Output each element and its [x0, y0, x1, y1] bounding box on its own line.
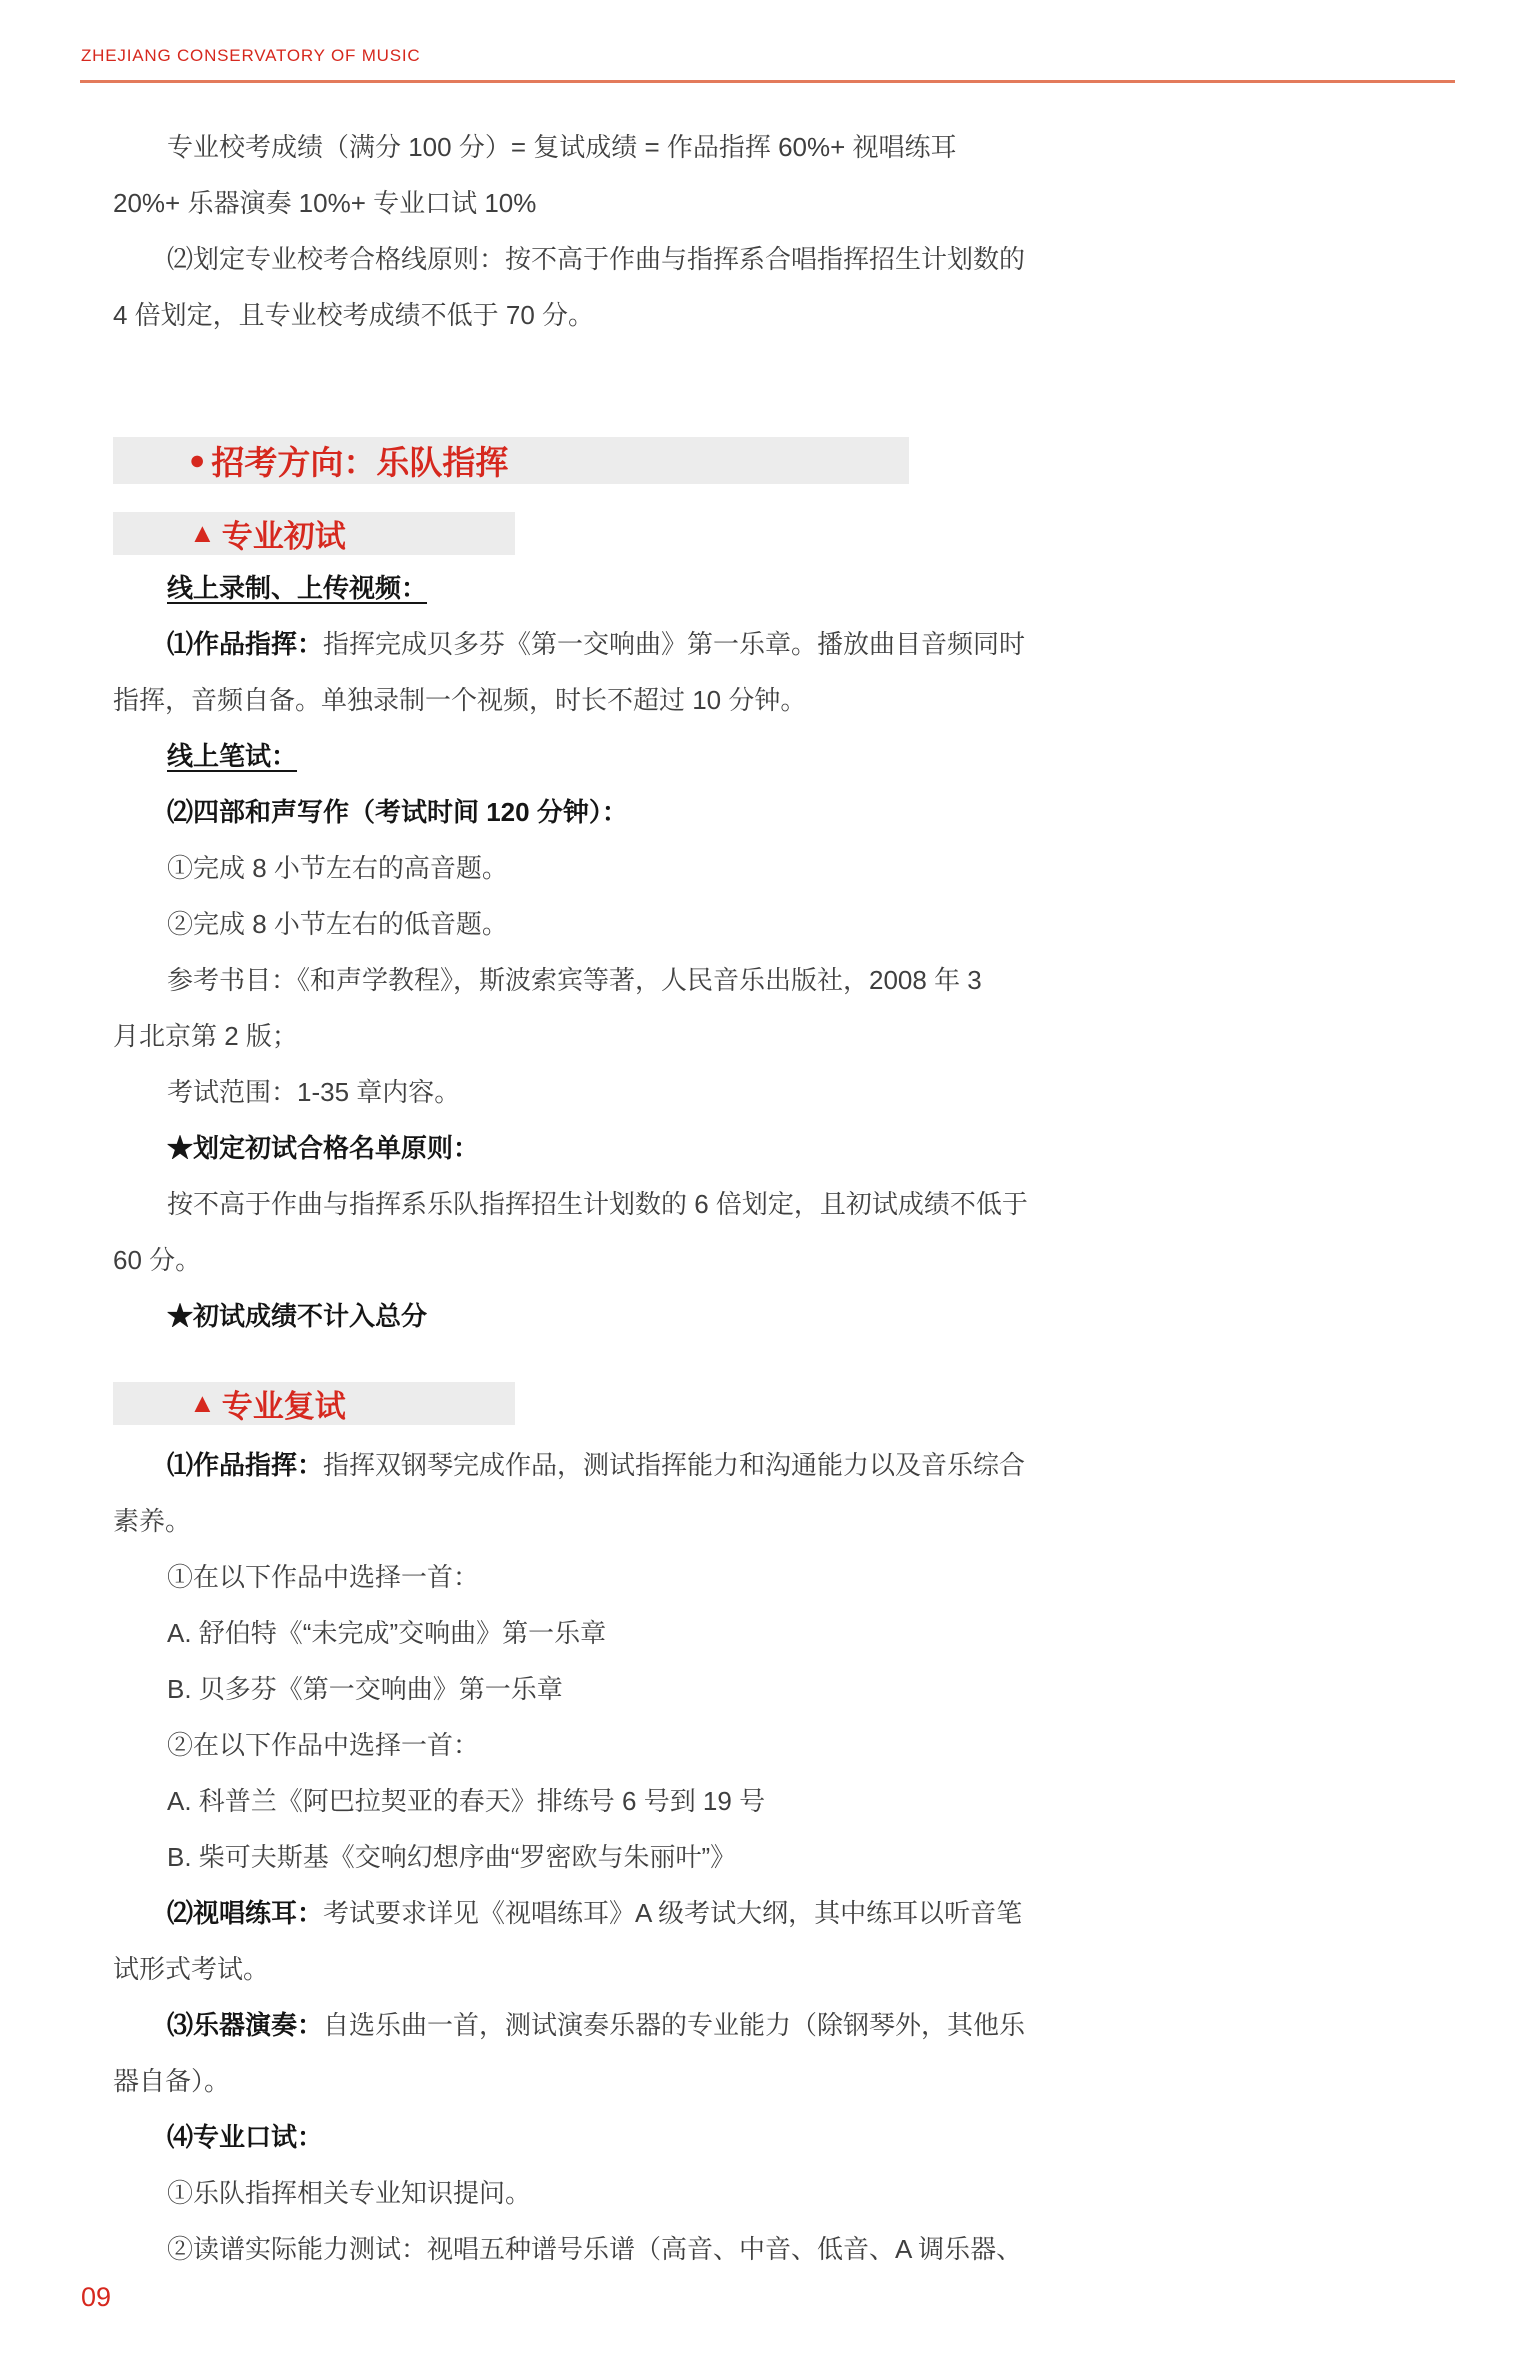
preliminary-paragraphs: [113, 560, 1428, 1344]
text-line: [113, 1064, 1428, 1120]
run-text: 按不高于作曲与指挥系乐队指挥招生计划数的 6 倍划定，且初试成绩不低于: [167, 1189, 1028, 1219]
subsection-heading-label: 专业复试: [221, 1389, 346, 1424]
text-line: [113, 2053, 1428, 2109]
triangle-icon: ▲: [189, 1388, 216, 1418]
text-line: [113, 1493, 1428, 1549]
run-bold-prefix: ⑶乐器演奏：: [167, 2010, 324, 2040]
text-line: [113, 560, 1428, 616]
run-text: 专业校考成绩（满分 100 分）= 复试成绩 = 作品指挥 60%+ 视唱练耳: [167, 132, 957, 162]
run-text: 指挥完成贝多芬《第一交响曲》第一乐章。播放曲目音频同时: [323, 629, 1026, 659]
text-line: [113, 672, 1428, 728]
run-text: 试形式考试。: [113, 1954, 270, 1984]
text-line: [113, 1829, 1428, 1885]
subsection-heading-label: 专业初试: [221, 519, 346, 554]
text-line: [113, 1232, 1428, 1288]
intro-paragraphs: [113, 119, 1428, 343]
text-line: [113, 1008, 1428, 1064]
bullet-icon: ●: [189, 445, 206, 475]
text-line: [113, 2221, 1428, 2277]
run-text: ①在以下作品中选择一首：: [167, 1562, 480, 1592]
header-brand: ZHEJIANG CONSERVATORY OF MUSIC: [81, 46, 421, 65]
text-line: [113, 287, 1428, 343]
text-line: [113, 1176, 1428, 1232]
run-text: 考试范围：1-35 章内容。: [167, 1077, 461, 1107]
text-line: [113, 119, 1428, 175]
text-line: [113, 1717, 1428, 1773]
run-text: ①完成 8 小节左右的高音题。: [167, 853, 508, 883]
run-text: 4 倍划定，且专业校考成绩不低于 70 分。: [113, 300, 595, 330]
text-line: [113, 728, 1428, 784]
text-line: [113, 1549, 1428, 1605]
run-text: ②完成 8 小节左右的低音题。: [167, 909, 508, 939]
run-text: 20%+ 乐器演奏 10%+ 专业口试 10%: [113, 188, 537, 218]
subsection-heading-final: [113, 1382, 515, 1425]
run-bold-prefix: ⑴作品指挥：: [167, 1450, 324, 1480]
text-line: [113, 1885, 1428, 1941]
run-text: ①乐队指挥相关专业知识提问。: [167, 2178, 532, 2208]
run-text: ②读谱实际能力测试：视唱五种谱号乐谱（高音、中音、低音、A 调乐器、: [167, 2234, 1023, 2264]
text-line: [113, 952, 1428, 1008]
run-text: 指挥，音频自备。单独录制一个视频，时长不超过 10 分钟。: [113, 685, 807, 715]
text-line: [113, 175, 1428, 231]
text-line: [113, 2165, 1428, 2221]
section-heading-direction: [113, 437, 909, 484]
subsection-heading-preliminary: [113, 512, 515, 555]
page-content: [113, 119, 1428, 2277]
run-text: A. 科普兰《阿巴拉契亚的春天》排练号 6 号到 19 号: [167, 1786, 766, 1816]
run-text: ★初试成绩不计入总分: [167, 1301, 428, 1331]
header-divider-rule: [80, 80, 1455, 83]
text-line: [113, 616, 1428, 672]
text-line: [113, 784, 1428, 840]
run-bold-prefix: ⑵视唱练耳：: [167, 1898, 324, 1928]
run-text: 线上录制、上传视频：: [167, 573, 428, 603]
text-line: [113, 1773, 1428, 1829]
run-text: ★划定初试合格名单原则：: [167, 1133, 480, 1163]
run-text: B. 柴可夫斯基《交响幻想序曲“罗密欧与朱丽叶”》: [167, 1842, 737, 1872]
run-text: B. 贝多芬《第一交响曲》第一乐章: [167, 1674, 563, 1704]
text-line: [113, 231, 1428, 287]
text-line: [113, 896, 1428, 952]
run-text: A. 舒伯特《“未完成”交响曲》第一乐章: [167, 1618, 607, 1648]
text-line: [113, 1437, 1428, 1493]
run-bold-prefix: ⑴作品指挥：: [167, 629, 324, 659]
run-text: 自选乐曲一首，测试演奏乐器的专业能力（除钢琴外，其他乐: [323, 2010, 1026, 2040]
text-line: [113, 1661, 1428, 1717]
run-text: 参考书目：《和声学教程》，斯波索宾等著，人民音乐出版社，2008 年 3: [167, 965, 982, 995]
text-line: [113, 1997, 1428, 2053]
section-heading-label: 招考方向：乐队指挥: [211, 444, 509, 481]
run-text: ⑵四部和声写作（考试时间 120 分钟）：: [167, 797, 628, 827]
run-text: ⑵划定专业校考合格线原则：按不高于作曲与指挥系合唱指挥招生计划数的: [167, 244, 1026, 274]
text-line: [113, 2109, 1428, 2165]
text-line: [113, 1120, 1428, 1176]
run-text: ⑷专业口试：: [167, 2122, 324, 2152]
run-text: 考试要求详见《视唱练耳》A 级考试大纲，其中练耳以听音笔: [323, 1898, 1023, 1928]
run-text: 月北京第 2 版；: [113, 1021, 298, 1051]
run-text: ②在以下作品中选择一首：: [167, 1730, 480, 1760]
text-line: [113, 840, 1428, 896]
run-text: 60 分。: [113, 1245, 202, 1275]
final-paragraphs: [113, 1437, 1428, 2277]
text-line: [113, 1288, 1428, 1344]
run-text: 线上笔试：: [167, 741, 298, 771]
run-text: 指挥双钢琴完成作品，测试指挥能力和沟通能力以及音乐综合: [323, 1450, 1026, 1480]
run-text: 器自备）。: [113, 2066, 231, 2096]
run-text: 素养。: [113, 1506, 192, 1536]
text-line: [113, 1941, 1428, 1997]
triangle-icon: ▲: [189, 518, 216, 548]
text-line: [113, 1605, 1428, 1661]
page-number: 09: [81, 2282, 112, 2312]
